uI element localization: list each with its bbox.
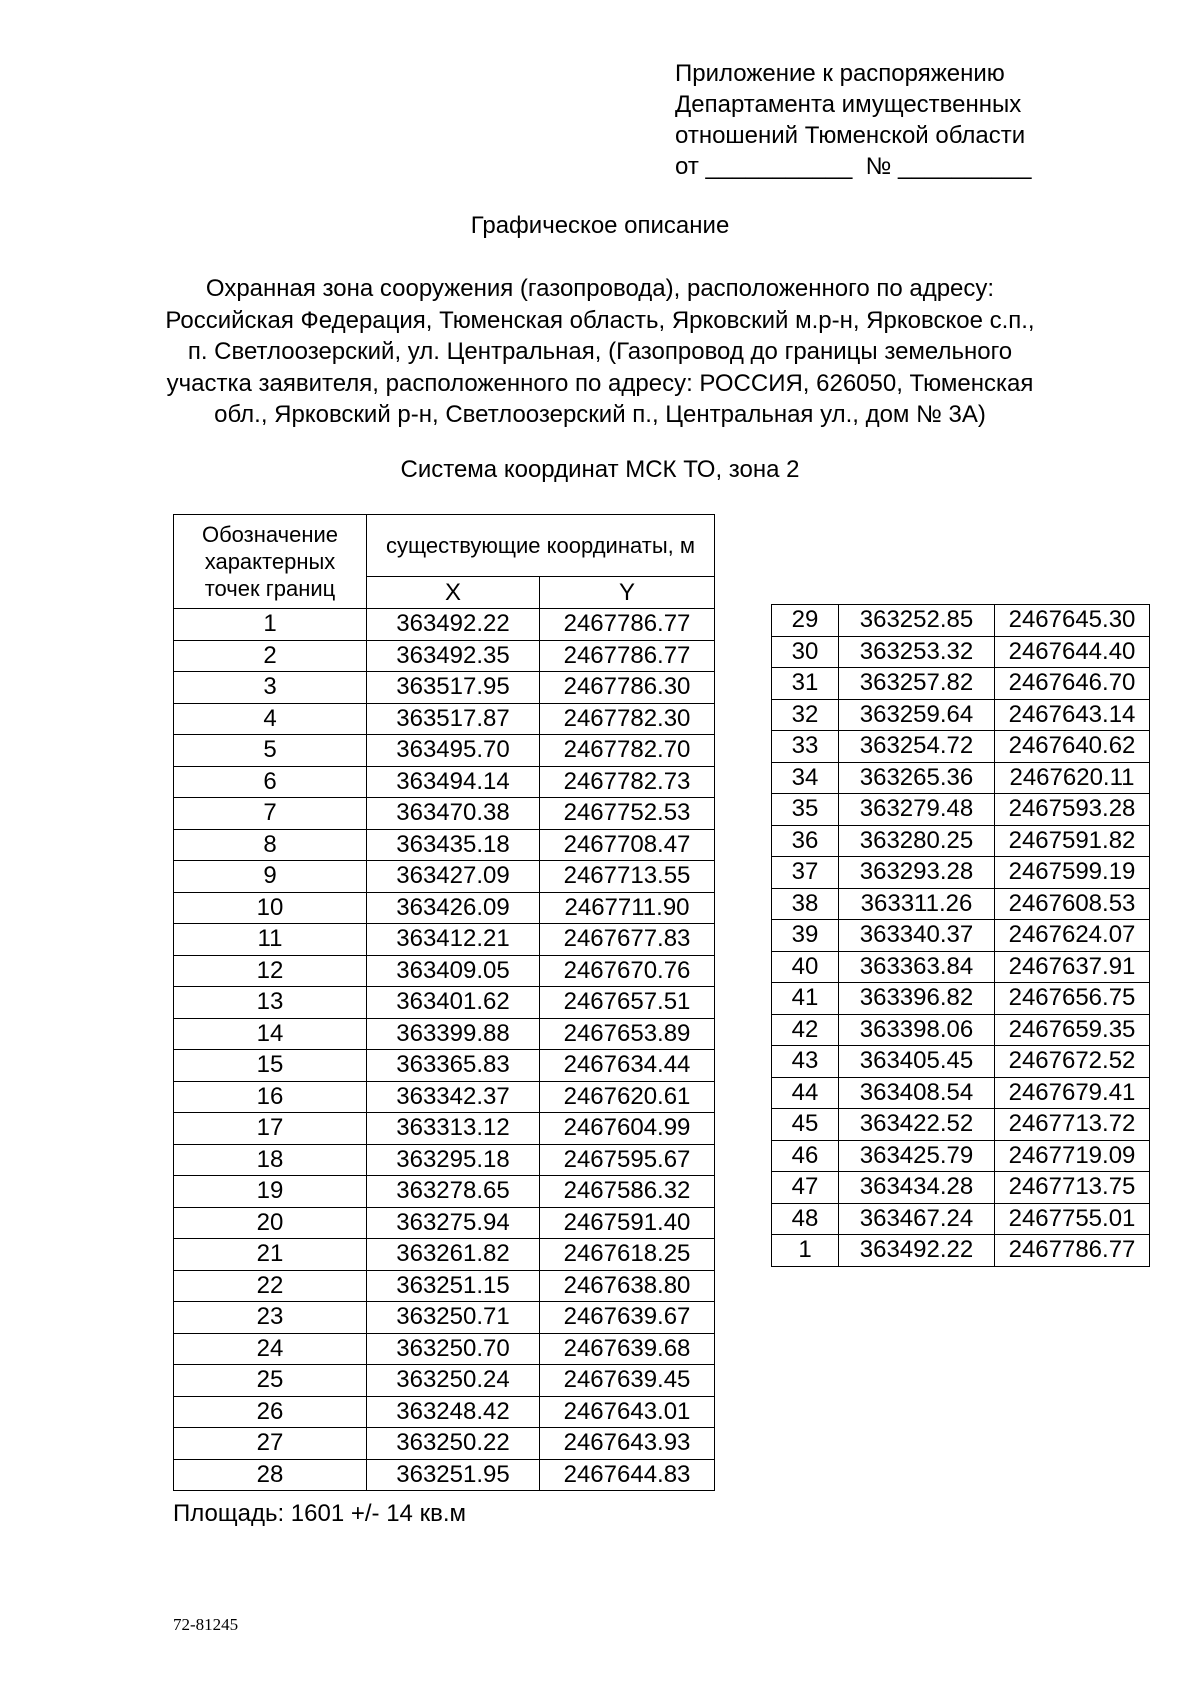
table-row [174, 798, 715, 830]
point-number-cell: 33 [772, 731, 839, 763]
coordinates-table-left [173, 514, 715, 1491]
y-coordinate-cell: 2467639.45 [540, 1365, 715, 1397]
x-coordinate-cell: 363363.84 [839, 951, 995, 983]
table-row [772, 731, 1150, 763]
description-line-5: обл., Ярковский р-н, Светлоозерский п., Центральная ул., дом № 3А) [214, 401, 986, 428]
x-coordinate-cell: 363412.21 [367, 924, 540, 956]
y-coordinate-cell: 2467620.61 [540, 1081, 715, 1113]
table-row [772, 1014, 1150, 1046]
x-coordinate-cell: 363517.95 [367, 672, 540, 704]
document-title: Графическое описание [470, 212, 730, 239]
y-coordinate-cell: 2467782.30 [540, 703, 715, 735]
point-number-cell: 29 [772, 605, 839, 637]
point-number-cell: 14 [174, 1018, 367, 1050]
x-coordinate-cell: 363365.83 [367, 1050, 540, 1082]
table-row [174, 640, 715, 672]
table-row [772, 888, 1150, 920]
point-number-cell: 4 [174, 703, 367, 735]
y-coordinate-cell: 2467591.82 [995, 825, 1150, 857]
table-row [772, 857, 1150, 889]
point-number-cell: 2 [174, 640, 367, 672]
y-coordinate-cell: 2467634.44 [540, 1050, 715, 1082]
x-coordinate-cell: 363427.09 [367, 861, 540, 893]
x-coordinate-cell: 363259.64 [839, 699, 995, 731]
table-row [174, 924, 715, 956]
x-coordinate-cell: 363279.48 [839, 794, 995, 826]
point-number-cell: 46 [772, 1140, 839, 1172]
y-coordinate-cell: 2467656.75 [995, 983, 1150, 1015]
y-coordinate-cell: 2467595.67 [540, 1144, 715, 1176]
table-row [772, 636, 1150, 668]
point-number-cell: 34 [772, 762, 839, 794]
table-row [772, 1109, 1150, 1141]
appendix-date-number-line: от ___________ № __________ [675, 153, 1032, 180]
appendix-block [675, 58, 1032, 182]
y-coordinate-cell: 2467752.53 [540, 798, 715, 830]
x-coordinate-cell: 363257.82 [839, 668, 995, 700]
point-number-cell: 5 [174, 735, 367, 767]
x-coordinate-cell: 363295.18 [367, 1144, 540, 1176]
table-row [772, 794, 1150, 826]
table-row [174, 1081, 715, 1113]
point-number-cell: 39 [772, 920, 839, 952]
point-number-cell: 26 [174, 1396, 367, 1428]
x-coordinate-cell: 363405.45 [839, 1046, 995, 1078]
x-coordinate-cell: 363293.28 [839, 857, 995, 889]
x-coordinate-cell: 363399.88 [367, 1018, 540, 1050]
description-line-2: Российская Федерация, Тюменская область, Ярковский м.р-н, Ярковское с.п., [165, 306, 1035, 334]
table-row [174, 955, 715, 987]
point-number-cell: 32 [772, 699, 839, 731]
table-row [174, 892, 715, 924]
point-number-cell: 20 [174, 1207, 367, 1239]
y-coordinate-cell: 2467604.99 [540, 1113, 715, 1145]
y-coordinate-cell: 2467640.62 [995, 731, 1150, 763]
table-row [174, 766, 715, 798]
table-row [174, 1144, 715, 1176]
y-coordinate-cell: 2467645.30 [995, 605, 1150, 637]
y-coordinate-cell: 2467786.30 [540, 672, 715, 704]
point-number-cell: 1 [772, 1235, 839, 1267]
x-coordinate-cell: 363311.26 [839, 888, 995, 920]
point-number-cell: 36 [772, 825, 839, 857]
x-coordinate-cell: 363250.22 [367, 1428, 540, 1460]
x-coordinate-cell: 363494.14 [367, 766, 540, 798]
y-coordinate-cell: 2467782.70 [540, 735, 715, 767]
table-row [174, 987, 715, 1019]
table-row [174, 1396, 715, 1428]
table-row [772, 699, 1150, 731]
y-coordinate-cell: 2467608.53 [995, 888, 1150, 920]
table-row [772, 920, 1150, 952]
y-coordinate-cell: 2467713.55 [540, 861, 715, 893]
document-code: 72-81245 [173, 1615, 239, 1634]
table-row [174, 1365, 715, 1397]
x-coordinate-cell: 363265.36 [839, 762, 995, 794]
x-coordinate-cell: 363254.72 [839, 731, 995, 763]
y-coordinate-cell: 2467643.14 [995, 699, 1150, 731]
point-number-cell: 3 [174, 672, 367, 704]
y-coordinate-cell: 2467624.07 [995, 920, 1150, 952]
x-coordinate-cell: 363261.82 [367, 1239, 540, 1271]
x-coordinate-cell: 363275.94 [367, 1207, 540, 1239]
y-coordinate-cell: 2467672.52 [995, 1046, 1150, 1078]
y-coordinate-cell: 2467782.73 [540, 766, 715, 798]
table-header-row [174, 515, 715, 577]
y-coordinate-cell: 2467644.83 [540, 1459, 715, 1491]
y-coordinate-cell: 2467657.51 [540, 987, 715, 1019]
point-number-cell: 18 [174, 1144, 367, 1176]
point-number-cell: 40 [772, 951, 839, 983]
y-coordinate-cell: 2467639.68 [540, 1333, 715, 1365]
y-coordinate-cell: 2467646.70 [995, 668, 1150, 700]
table-row [772, 1172, 1150, 1204]
table-row [772, 1046, 1150, 1078]
appendix-line-2: Департамента имущественных [675, 91, 1022, 118]
coordinate-system: Система координат МСК ТО, зона 2 [400, 456, 800, 483]
y-coordinate-cell: 2467755.01 [995, 1203, 1150, 1235]
x-coordinate-cell: 363248.42 [367, 1396, 540, 1428]
y-coordinate-cell: 2467586.32 [540, 1176, 715, 1208]
table-row [772, 668, 1150, 700]
point-number-cell: 9 [174, 861, 367, 893]
table-row [772, 1203, 1150, 1235]
y-coordinate-cell: 2467643.93 [540, 1428, 715, 1460]
y-coordinate-cell: 2467644.40 [995, 636, 1150, 668]
description-line-3: п. Светлоозерский, ул. Центральная, (Газопровод до границы земельного [187, 338, 1013, 365]
description-line-4: участка заявителя, расположенного по адресу: РОССИЯ, 626050, Тюменская [166, 369, 1034, 397]
table-row [174, 735, 715, 767]
point-number-cell: 17 [174, 1113, 367, 1145]
y-coordinate-cell: 2467637.91 [995, 951, 1150, 983]
x-coordinate-cell: 363398.06 [839, 1014, 995, 1046]
table-row [174, 1302, 715, 1334]
table-row [174, 1270, 715, 1302]
y-coordinate-cell: 2467593.28 [995, 794, 1150, 826]
y-coordinate-cell: 2467670.76 [540, 955, 715, 987]
y-coordinate-cell: 2467618.25 [540, 1239, 715, 1271]
coordinates-table-right [771, 604, 1150, 1267]
table-row [772, 1235, 1150, 1267]
x-coordinate-cell: 363251.95 [367, 1459, 540, 1491]
x-coordinate-cell: 363396.82 [839, 983, 995, 1015]
point-number-cell: 15 [174, 1050, 367, 1082]
y-coordinate-cell: 2467599.19 [995, 857, 1150, 889]
y-coordinate-cell: 2467786.77 [540, 609, 715, 641]
table-row [174, 1333, 715, 1365]
point-number-cell: 41 [772, 983, 839, 1015]
table-row [174, 1239, 715, 1271]
x-coordinate-cell: 363492.22 [839, 1235, 995, 1267]
x-coordinate-cell: 363250.71 [367, 1302, 540, 1334]
x-coordinate-cell: 363492.35 [367, 640, 540, 672]
table-row [174, 1113, 715, 1145]
x-coordinate-cell: 363422.52 [839, 1109, 995, 1141]
table-row [174, 1207, 715, 1239]
point-number-cell: 1 [174, 609, 367, 641]
point-number-cell: 47 [772, 1172, 839, 1204]
x-coordinate-cell: 363495.70 [367, 735, 540, 767]
x-coordinate-cell: 363435.18 [367, 829, 540, 861]
x-coordinate-cell: 363313.12 [367, 1113, 540, 1145]
table-row [174, 1018, 715, 1050]
table-row [772, 1140, 1150, 1172]
x-coordinate-cell: 363467.24 [839, 1203, 995, 1235]
point-number-cell: 28 [174, 1459, 367, 1491]
y-coordinate-cell: 2467719.09 [995, 1140, 1150, 1172]
y-coordinate-cell: 2467708.47 [540, 829, 715, 861]
x-coordinate-cell: 363250.24 [367, 1365, 540, 1397]
point-number-cell: 38 [772, 888, 839, 920]
table-row [174, 609, 715, 641]
table-row [174, 703, 715, 735]
x-coordinate-cell: 363342.37 [367, 1081, 540, 1113]
table-row [772, 983, 1150, 1015]
point-number-cell: 42 [772, 1014, 839, 1046]
header-points: Обозначение характерных точек границ [174, 515, 367, 609]
point-number-cell: 6 [174, 766, 367, 798]
point-number-cell: 13 [174, 987, 367, 1019]
table-row [174, 829, 715, 861]
point-number-cell: 22 [174, 1270, 367, 1302]
x-coordinate-cell: 363408.54 [839, 1077, 995, 1109]
y-coordinate-cell: 2467713.75 [995, 1172, 1150, 1204]
zone-description [0, 273, 1200, 431]
point-number-cell: 8 [174, 829, 367, 861]
y-coordinate-cell: 2467653.89 [540, 1018, 715, 1050]
x-coordinate-cell: 363426.09 [367, 892, 540, 924]
point-number-cell: 45 [772, 1109, 839, 1141]
table-row [174, 1050, 715, 1082]
point-number-cell: 12 [174, 955, 367, 987]
y-coordinate-cell: 2467679.41 [995, 1077, 1150, 1109]
description-line-1: Охранная зона сооружения (газопровода), расположенного по адресу: [205, 275, 995, 302]
point-number-cell: 16 [174, 1081, 367, 1113]
table-row [772, 762, 1150, 794]
y-coordinate-cell: 2467713.72 [995, 1109, 1150, 1141]
table-row [772, 951, 1150, 983]
point-number-cell: 11 [174, 924, 367, 956]
x-coordinate-cell: 363280.25 [839, 825, 995, 857]
x-coordinate-cell: 363470.38 [367, 798, 540, 830]
table-row [174, 1428, 715, 1460]
area-value: Площадь: 1601 +/- 14 кв.м [173, 1500, 466, 1527]
point-number-cell: 30 [772, 636, 839, 668]
x-coordinate-cell: 363251.15 [367, 1270, 540, 1302]
table-row [174, 861, 715, 893]
x-coordinate-cell: 363409.05 [367, 955, 540, 987]
point-number-cell: 19 [174, 1176, 367, 1208]
point-number-cell: 21 [174, 1239, 367, 1271]
x-coordinate-cell: 363340.37 [839, 920, 995, 952]
point-number-cell: 24 [174, 1333, 367, 1365]
table-row [772, 825, 1150, 857]
x-coordinate-cell: 363253.32 [839, 636, 995, 668]
point-number-cell: 25 [174, 1365, 367, 1397]
point-number-cell: 48 [772, 1203, 839, 1235]
table-row [174, 1176, 715, 1208]
point-number-cell: 7 [174, 798, 367, 830]
point-number-cell: 35 [772, 794, 839, 826]
x-coordinate-cell: 363252.85 [839, 605, 995, 637]
y-coordinate-cell: 2467711.90 [540, 892, 715, 924]
point-number-cell: 37 [772, 857, 839, 889]
y-coordinate-cell: 2467786.77 [995, 1235, 1150, 1267]
point-number-cell: 31 [772, 668, 839, 700]
appendix-line-1: Приложение к распоряжению [675, 60, 1005, 87]
point-number-cell: 10 [174, 892, 367, 924]
table-row [174, 1459, 715, 1491]
x-coordinate-cell: 363250.70 [367, 1333, 540, 1365]
x-coordinate-cell: 363492.22 [367, 609, 540, 641]
y-coordinate-cell: 2467659.35 [995, 1014, 1150, 1046]
x-coordinate-cell: 363517.87 [367, 703, 540, 735]
x-coordinate-cell: 363425.79 [839, 1140, 995, 1172]
header-y: Y [540, 577, 715, 609]
y-coordinate-cell: 2467643.01 [540, 1396, 715, 1428]
y-coordinate-cell: 2467639.67 [540, 1302, 715, 1334]
y-coordinate-cell: 2467677.83 [540, 924, 715, 956]
point-number-cell: 23 [174, 1302, 367, 1334]
y-coordinate-cell: 2467638.80 [540, 1270, 715, 1302]
y-coordinate-cell: 2467786.77 [540, 640, 715, 672]
header-coordinates: существующие координаты, м [367, 515, 715, 577]
table-row [772, 605, 1150, 637]
table-row [772, 1077, 1150, 1109]
x-coordinate-cell: 363278.65 [367, 1176, 540, 1208]
point-number-cell: 44 [772, 1077, 839, 1109]
y-coordinate-cell: 2467591.40 [540, 1207, 715, 1239]
x-coordinate-cell: 363434.28 [839, 1172, 995, 1204]
x-coordinate-cell: 363401.62 [367, 987, 540, 1019]
header-x: X [367, 577, 540, 609]
point-number-cell: 27 [174, 1428, 367, 1460]
appendix-line-3: отношений Тюменской области [675, 122, 1026, 149]
y-coordinate-cell: 2467620.11 [995, 762, 1150, 794]
point-number-cell: 43 [772, 1046, 839, 1078]
table-row [174, 672, 715, 704]
